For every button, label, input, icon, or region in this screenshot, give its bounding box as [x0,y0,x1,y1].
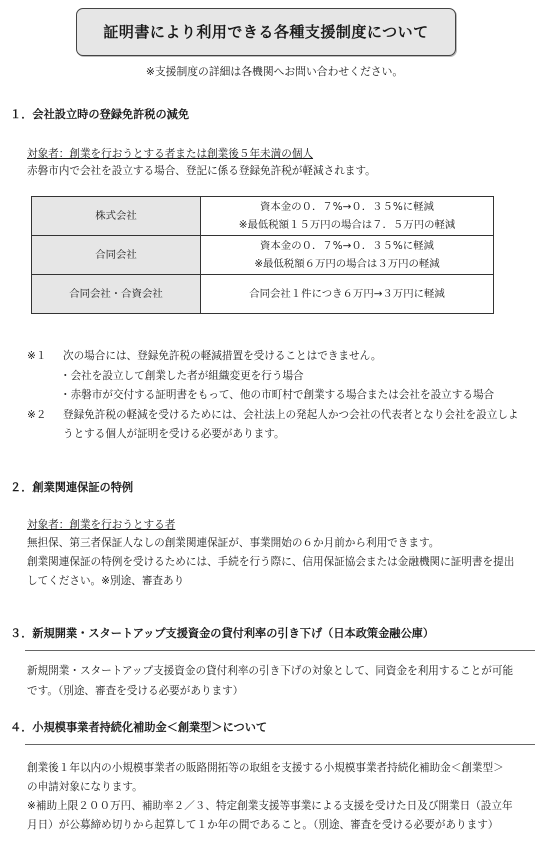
note-1-mark: ※１ [27,350,47,362]
section2-line: 創業関連保証の特例を受けるためには、手続を行う際に、信用保証協会または金融機関に証明書を提出 [27,556,515,568]
note-1-text: 次の場合には、登録免許税の軽減措置を受けることはできません。 [63,350,382,362]
section4-line: 月日）が公募締め切りから起算して１か年の間であること。（別途、審査を受ける必要があります） [27,819,499,831]
section4-line: ※補助上限２００万円、補助率２／３、特定創業支援等事業による支援を受けた日及び開業日（設立年 [27,800,513,812]
reduction-note: ※最低税額１５万円の場合は７．５万円の軽減 [238,219,456,231]
note-1-item-a: ・会社を設立して創業した者が組織変更を行う場合 [60,370,304,382]
section2-line: 無担保、第三者保証人なしの創業関連保証が、事業開始の６か月前から利用できます。 [27,537,440,549]
note-2-continued: うとする個人が証明を受ける必要があります。 [63,428,285,440]
section4-line: の申請対象になります。 [27,781,143,793]
note-2-mark: ※２ [27,409,47,421]
reduction-cell [201,197,494,236]
table-row [32,236,494,275]
company-type-cell: 合同会社 [32,236,201,275]
note-1 [27,349,537,365]
section2-line: してください。※別途、審査あり [27,575,185,587]
table-row [32,197,494,236]
note-2 [27,408,537,424]
reduction-cell [201,275,494,314]
section4-heading: ４．小規模事業者持続化補助金＜創業型＞について [10,721,268,734]
section2-target: 対象者：創業を行おうとする者 [27,519,176,531]
note-1-item-b: ・赤磐市が交付する証明書をもって、他の市町村で創業する場合または会社を設立する場合 [60,389,495,401]
section1-description: 赤磐市内で会社を設立する場合、登記に係る登録免許税が軽減されます。 [27,165,376,177]
section1-heading: １．会社設立時の登録免許税の減免 [10,108,190,121]
page-subtitle: ※支援制度の詳細は各機関へお問い合わせください。 [145,65,404,78]
section1-target: 対象者：創業を行おうとする者または創業後５年未満の個人 [27,148,314,160]
divider [25,650,535,651]
reduction-line: 資本金の０．７%→０．３５%に軽減 [260,239,434,252]
company-type-cell: 株式会社 [32,197,201,236]
reduction-cell [201,236,494,275]
reduction-note: ※最低税額６万円の場合は３万円の軽減 [254,258,440,270]
page-title: 証明書により利用できる各種支援制度について [76,8,456,56]
section3-heading: ３．新規開業・スタートアップ支援資金の貸付利率の引き下げ（日本政策金融公庫） [10,627,435,640]
section2-heading: ２．創業関連保証の特例 [10,481,134,494]
section3-line: 新規開業・スタートアップ支援資金の貸付利率の引き下げの対象として、同資金を利用することが可能 [27,665,514,677]
tax-reduction-table [31,196,494,314]
table-row [32,275,494,314]
section3-line: です。（別途、審査を受ける必要があります） [27,685,244,697]
divider [25,744,535,745]
section4-line: 創業後１年以内の小規模事業者の販路開拓等の取組を支援する小規模事業者持続化補助金＜創業型＞ [27,762,504,774]
reduction-line: 合同会社１件につき６万円→３万円に軽減 [249,287,445,300]
reduction-line: 資本金の０．７%→０．３５%に軽減 [260,200,434,213]
note-2-text: 登録免許税の軽減を受けるためには、会社法上の発起人かつ会社の代表者となり会社を設立しよ [63,409,519,421]
company-type-cell: 合同会社・合資会社 [32,275,201,314]
